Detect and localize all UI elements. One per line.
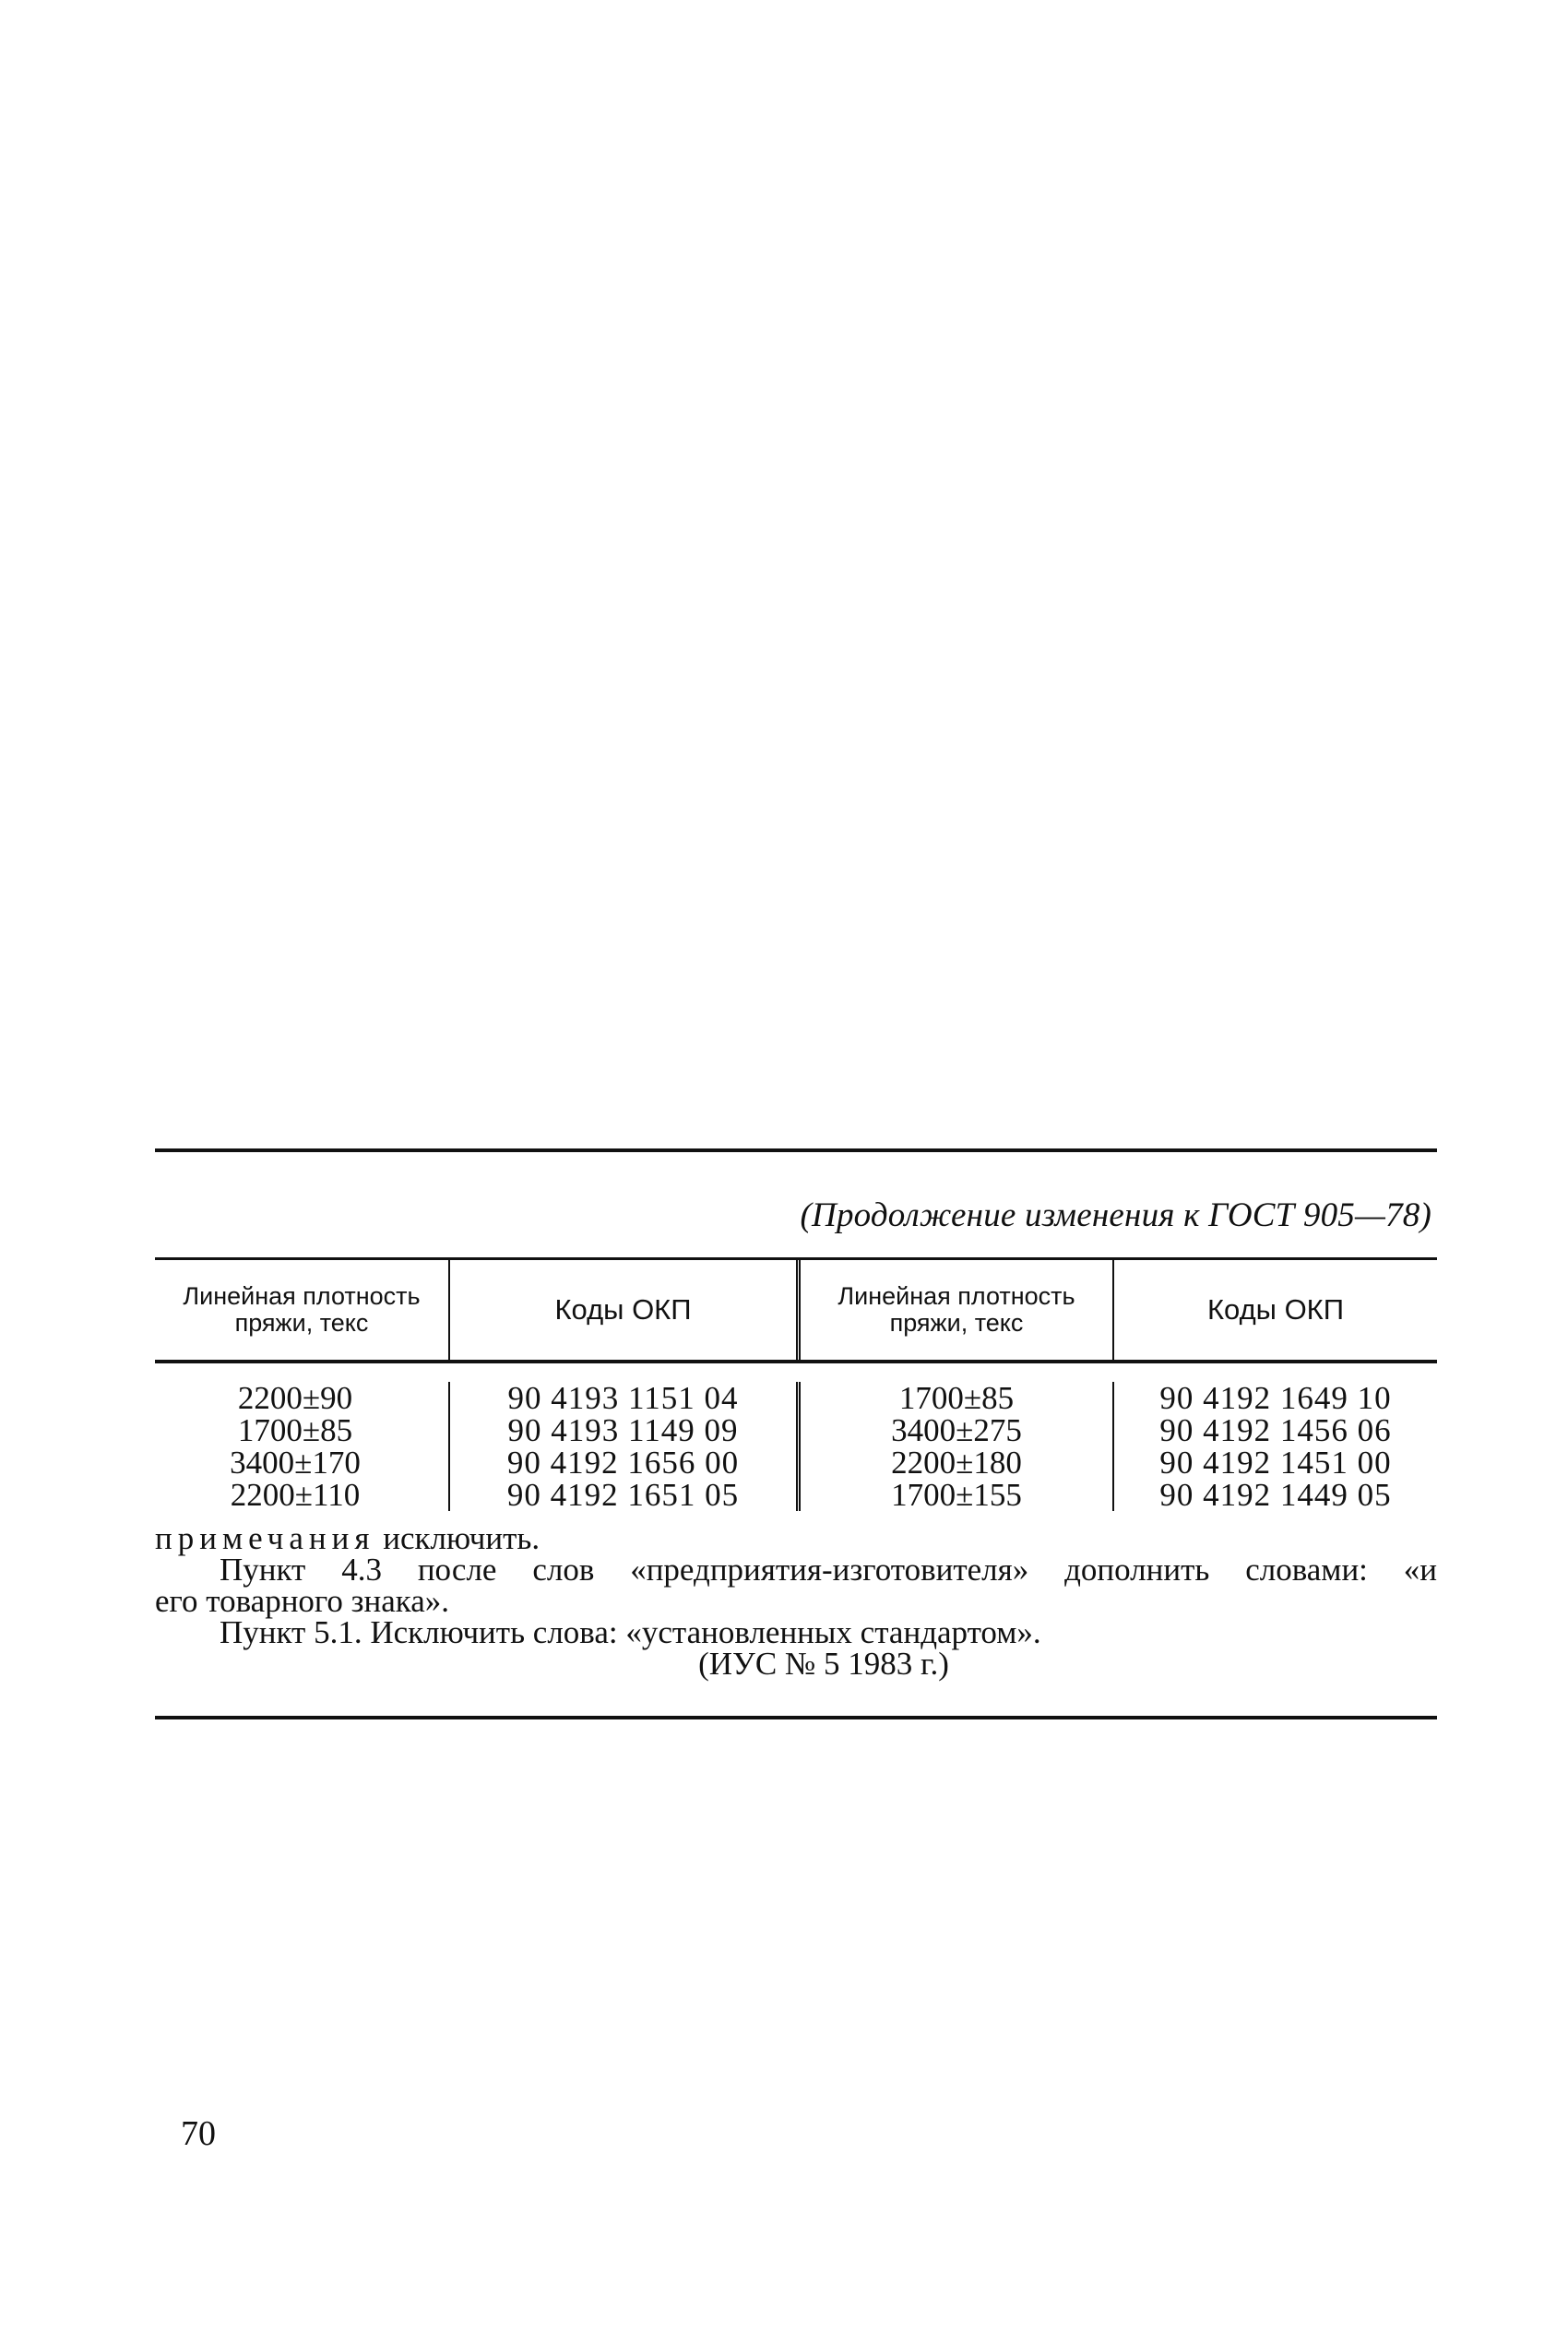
table-cell: 2200±110 — [230, 1477, 361, 1513]
header-okp-codes-2: Коды ОКП — [1206, 1293, 1345, 1327]
top-rule — [155, 1148, 1437, 1152]
header-okp-codes-1: Коды ОКП — [450, 1260, 801, 1360]
page-number: 70 — [181, 2114, 216, 2153]
column-density-2 — [801, 1382, 1114, 1511]
table-cell: 90 4192 1449 05 — [1159, 1477, 1392, 1513]
table-cell: 1700±85 — [898, 1380, 1015, 1416]
header-linear-density-2: Линейная плотность пряжи, текс — [801, 1260, 1114, 1360]
table-cell: 90 4192 1651 05 — [506, 1477, 740, 1513]
table-cell: 2200±90 — [237, 1380, 353, 1416]
note-line-1 — [155, 1520, 1437, 1556]
table-cell: 90 4192 1456 06 — [1159, 1412, 1392, 1448]
table-cell: 90 4193 1149 09 — [507, 1412, 739, 1448]
table-cell: 3400±170 — [230, 1445, 361, 1481]
note-text: исключить. — [374, 1520, 540, 1556]
header-bottom-rule — [155, 1360, 1437, 1363]
continuation-caption: (Продолжение изменения к ГОСТ 905—78) — [800, 1196, 1431, 1234]
table-cell: 90 4192 1656 00 — [506, 1445, 740, 1481]
okp-codes-table — [155, 1260, 1437, 1511]
table-cell: 1700±155 — [891, 1477, 1022, 1513]
ius-reference: (ИУС № 5 1983 г.) — [698, 1646, 949, 1682]
table-cell: 90 4192 1451 00 — [1159, 1445, 1392, 1481]
table-body — [155, 1363, 1437, 1511]
header-linear-density-1: Линейная плотность пряжи, текс — [155, 1260, 450, 1360]
column-codes-2 — [1114, 1382, 1437, 1511]
bottom-rule — [155, 1716, 1437, 1719]
note-line-2: Пункт 4.3 после слов «предприятия-изготовителя» дополнить словами: «и — [220, 1552, 1437, 1588]
table-header-row — [155, 1260, 1437, 1360]
table-cell: 1700±85 — [237, 1412, 353, 1448]
column-density-1 — [155, 1382, 450, 1511]
table-cell: 90 4193 1151 04 — [507, 1380, 739, 1416]
table-cell: 3400±275 — [891, 1412, 1022, 1448]
table-cell: 90 4192 1649 10 — [1159, 1380, 1392, 1416]
column-codes-1 — [450, 1382, 801, 1511]
note-line-3: его товарного знака». — [155, 1583, 450, 1619]
table-cell: 2200±180 — [891, 1445, 1022, 1481]
note-line-4: Пункт 5.1. Исключить слова: «установленных стандартом». — [220, 1614, 1041, 1650]
amendment-notes — [155, 1520, 1437, 1682]
spaced-word: примечания — [155, 1520, 375, 1556]
